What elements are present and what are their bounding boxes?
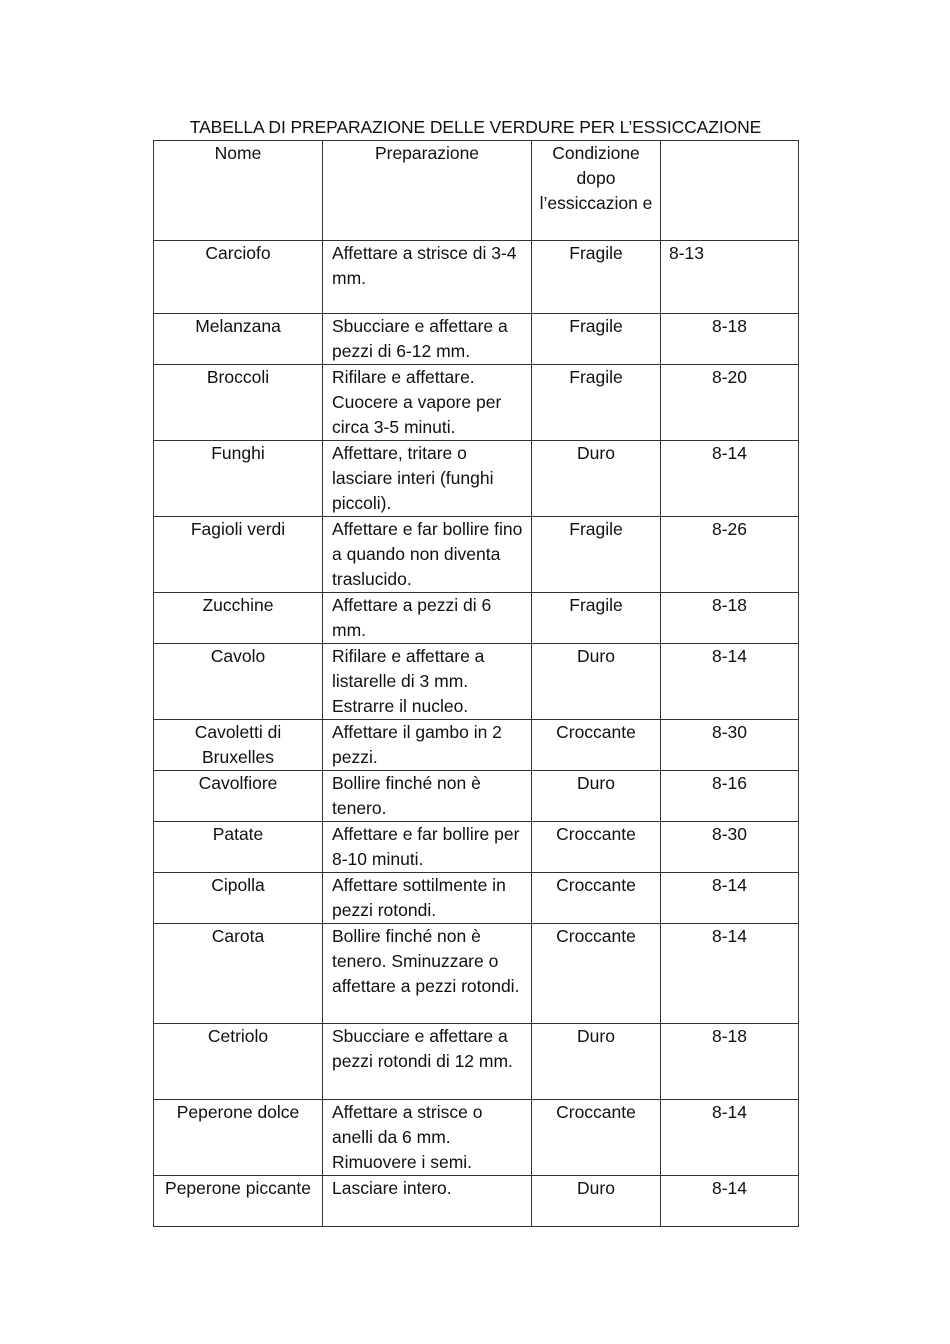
cell-tempo: 8-30 xyxy=(661,822,799,873)
cell-condizione: Fragile xyxy=(532,517,661,593)
cell-tempo: 8-18 xyxy=(661,593,799,644)
cell-nome: Cavolo xyxy=(154,644,323,720)
cell-condizione: Croccante xyxy=(532,720,661,771)
cell-tempo: 8-26 xyxy=(661,517,799,593)
table-row xyxy=(154,644,799,720)
cell-condizione: Croccante xyxy=(532,924,661,1024)
table-title: TABELLA DI PREPARAZIONE DELLE VERDURE PER L’ESSICCAZIONE xyxy=(189,117,762,137)
cell-tempo: 8-14 xyxy=(661,1100,799,1176)
cell-nome: Peperone piccante xyxy=(154,1176,323,1227)
cell-preparazione: Affettare, tritare o lasciare interi (funghi piccoli). xyxy=(323,441,532,517)
cell-nome: Cavoletti di Bruxelles xyxy=(154,720,323,771)
cell-nome: Funghi xyxy=(154,441,323,517)
table-row xyxy=(154,822,799,873)
cell-preparazione: Affettare a pezzi di 6 mm. xyxy=(323,593,532,644)
cell-tempo: 8-14 xyxy=(661,644,799,720)
cell-nome: Fagioli verdi xyxy=(154,517,323,593)
cell-nome: Cavolfiore xyxy=(154,771,323,822)
cell-tempo: 8-20 xyxy=(661,365,799,441)
cell-tempo: 8-18 xyxy=(661,1024,799,1100)
cell-tempo: 8-18 xyxy=(661,314,799,365)
table-row xyxy=(154,314,799,365)
cell-tempo: 8-16 xyxy=(661,771,799,822)
cell-condizione: Fragile xyxy=(532,593,661,644)
cell-condizione: Duro xyxy=(532,771,661,822)
cell-preparazione: Bollire finché non è tenero. xyxy=(323,771,532,822)
cell-tempo: 8-14 xyxy=(661,441,799,517)
header-nome: Nome xyxy=(154,141,323,241)
table-row xyxy=(154,241,799,314)
cell-preparazione: Affettare e far bollire per 8-10 minuti. xyxy=(323,822,532,873)
cell-nome: Peperone dolce xyxy=(154,1100,323,1176)
table-row xyxy=(154,771,799,822)
cell-condizione: Duro xyxy=(532,1024,661,1100)
cell-nome: Zucchine xyxy=(154,593,323,644)
cell-preparazione: Affettare e far bollire fino a quando non diventa traslucido. xyxy=(323,517,532,593)
cell-nome: Cipolla xyxy=(154,873,323,924)
table-row xyxy=(154,593,799,644)
cell-preparazione: Affettare sottilmente in pezzi rotondi. xyxy=(323,873,532,924)
table-row xyxy=(154,517,799,593)
cell-condizione: Fragile xyxy=(532,241,661,314)
cell-condizione: Croccante xyxy=(532,873,661,924)
cell-condizione: Duro xyxy=(532,1176,661,1227)
cell-preparazione: Sbucciare e affettare a pezzi rotondi di 12 mm. xyxy=(323,1024,532,1100)
cell-condizione: Duro xyxy=(532,644,661,720)
cell-preparazione: Bollire finché non è tenero. Sminuzzare o affettare a pezzi rotondi. xyxy=(323,924,532,1024)
header-row xyxy=(154,141,799,241)
cell-nome: Patate xyxy=(154,822,323,873)
cell-preparazione: Affettare a strisce di 3-4 mm. xyxy=(323,241,532,314)
vegetable-table xyxy=(153,140,799,1227)
cell-nome: Carciofo xyxy=(154,241,323,314)
table-row xyxy=(154,1100,799,1176)
table-row xyxy=(154,720,799,771)
cell-condizione: Fragile xyxy=(532,365,661,441)
cell-condizione: Fragile xyxy=(532,314,661,365)
cell-condizione: Croccante xyxy=(532,1100,661,1176)
cell-preparazione: Rifilare e affettare. Cuocere a vapore per circa 3-5 minuti. xyxy=(323,365,532,441)
table-row xyxy=(154,441,799,517)
header-condizione: Condizione dopo l’essiccazion e xyxy=(532,141,661,241)
cell-nome: Broccoli xyxy=(154,365,323,441)
cell-condizione: Duro xyxy=(532,441,661,517)
cell-preparazione: Sbucciare e affettare a pezzi di 6-12 mm. xyxy=(323,314,532,365)
cell-preparazione: Affettare a strisce o anelli da 6 mm. Rimuovere i semi. xyxy=(323,1100,532,1176)
cell-nome: Carota xyxy=(154,924,323,1024)
cell-tempo: 8-14 xyxy=(661,924,799,1024)
table-row xyxy=(154,1176,799,1227)
header-tempo xyxy=(661,141,799,241)
cell-tempo: 8-14 xyxy=(661,873,799,924)
cell-nome: Melanzana xyxy=(154,314,323,365)
cell-condizione: Croccante xyxy=(532,822,661,873)
table-row xyxy=(154,365,799,441)
table-row xyxy=(154,1024,799,1100)
header-preparazione: Preparazione xyxy=(323,141,532,241)
table-row xyxy=(154,873,799,924)
cell-nome: Cetriolo xyxy=(154,1024,323,1100)
cell-tempo: 8-30 xyxy=(661,720,799,771)
cell-preparazione: Rifilare e affettare a listarelle di 3 mm. Estrarre il nucleo. xyxy=(323,644,532,720)
cell-tempo: 8-14 xyxy=(661,1176,799,1227)
cell-tempo: 8-13 xyxy=(661,241,799,314)
table-row xyxy=(154,924,799,1024)
cell-preparazione: Affettare il gambo in 2 pezzi. xyxy=(323,720,532,771)
cell-preparazione: Lasciare intero. xyxy=(323,1176,532,1227)
